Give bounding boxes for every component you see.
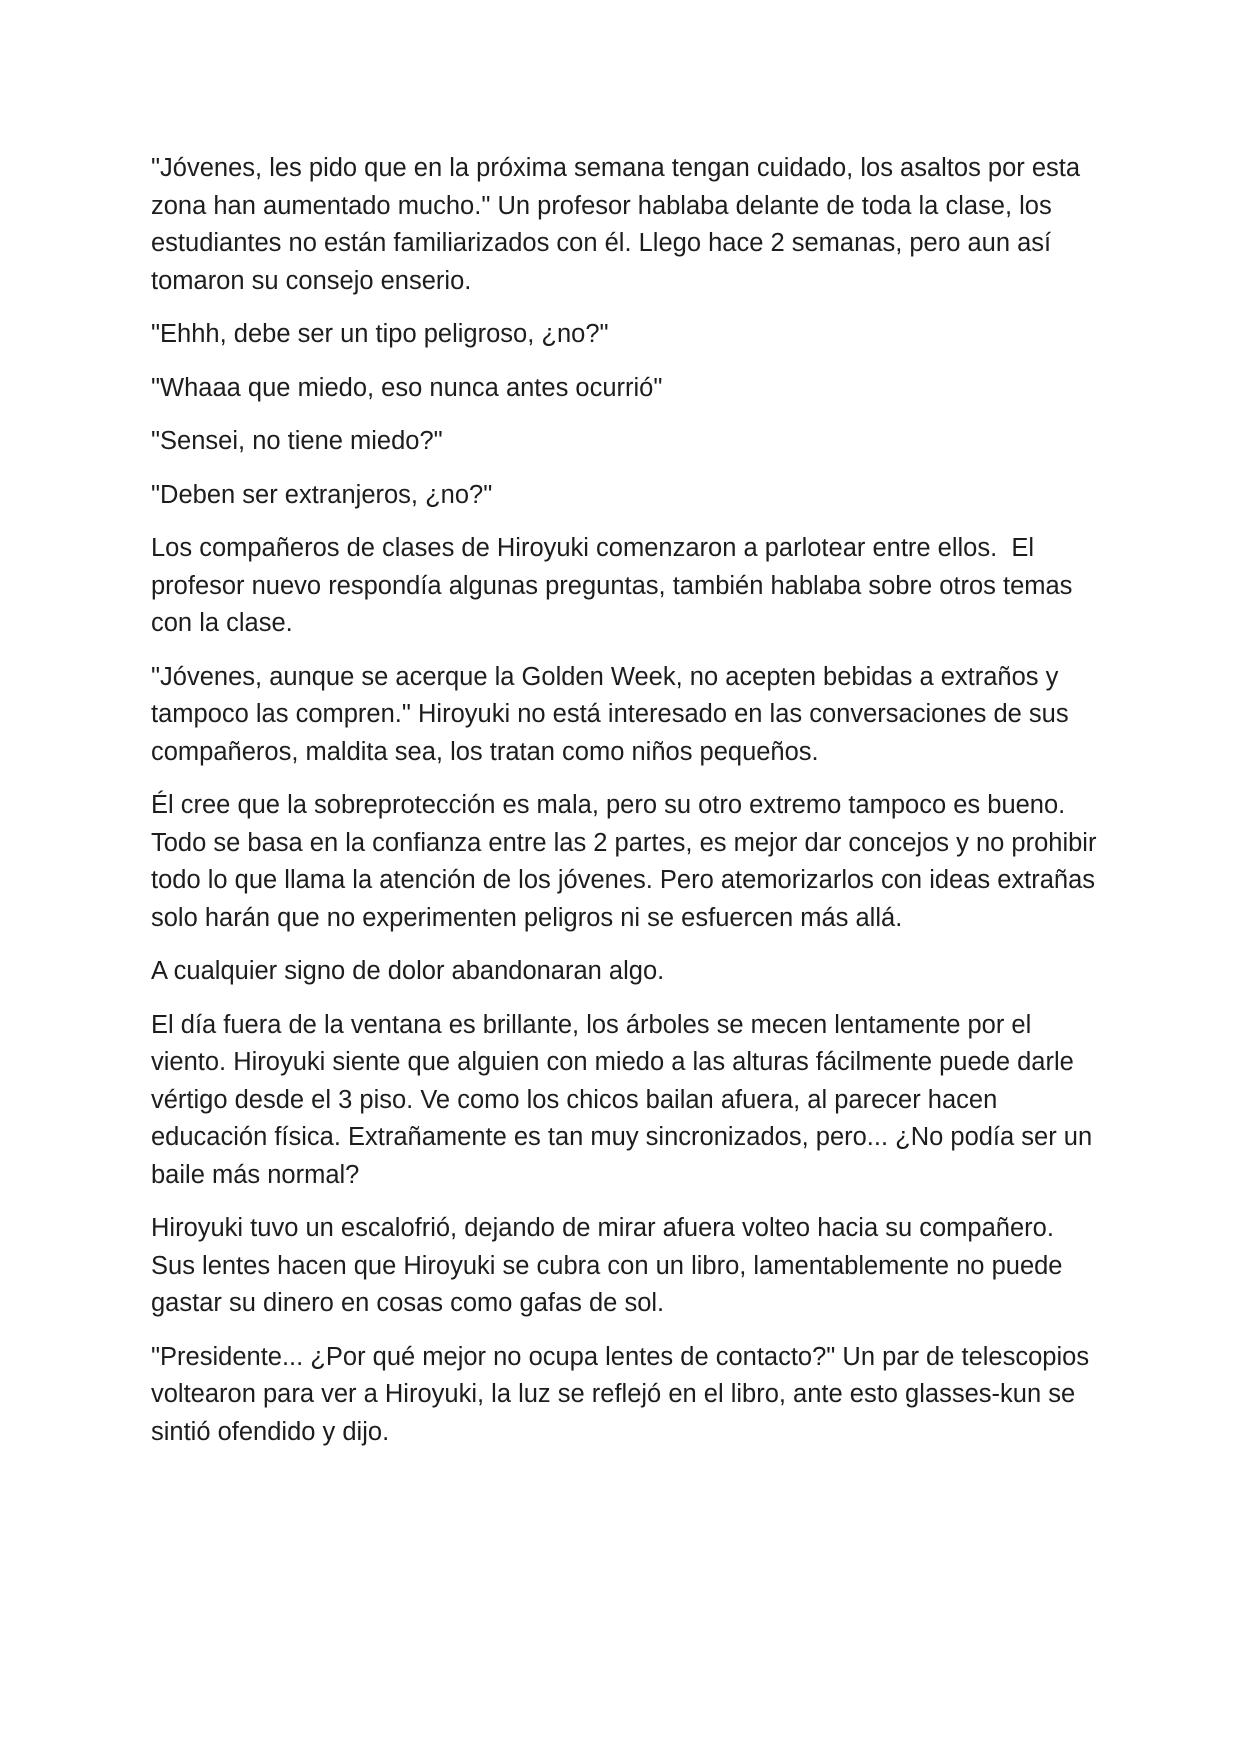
paragraph: "Presidente... ¿Por qué mejor no ocupa lentes de contacto?" Un par de telescopios voltearon para ver a Hiroyuki, la luz se reflejó en el libro, ante esto glasses-kun se sintió ofendido y dijo. [151,1342,1097,1446]
paragraph: "Sensei, no tiene miedo?" [151,427,443,455]
paragraph: Los compañeros de clases de Hiroyuki comenzaron a parlotear entre ellos. El profesor nuevo respondía algunas preguntas, también hablaba sobre otros temas con la clase. [151,534,1080,637]
paragraph: Hiroyuki tuvo un escalofrió, dejando de mirar afuera volteo hacia su compañero. Sus lentes hacen que Hiroyuki se cubra con un libro, lamentablemente no puede gastar su dinero en cosas como gafas de sol. [151,1214,1070,1317]
document-body [151,150,1104,1467]
paragraph: "Ehhh, debe ser un tipo peligroso, ¿no?" [151,320,609,348]
paragraph: "Jóvenes, les pido que en la próxima semana tengan cuidado, los asaltos por esta zona han aumentado mucho." Un profesor hablaba delante de toda la clase, los estudiantes no están familiarizados con él. Llego hace 2 semanas, pero aun así tomaron su consejo enserio. [151,154,1088,295]
paragraph: A cualquier signo de dolor abandonaran algo. [151,957,665,985]
paragraph: "Whaaa que miedo, eso nunca antes ocurrió" [151,373,663,402]
paragraph: Él cree que la sobreprotección es mala, pero su otro extremo tampoco es bueno. Todo se basa en la confianza entre las 2 partes, es mejor dar concejos y no prohibir todo lo que llama la atención de los jóvenes. Pero atemorizarlos con ideas extrañas solo harán que no experimenten peligros ni se esfuercen más allá. [151,791,1104,932]
paragraph: "Jóvenes, aunque se acerque la Golden Week, no acepten bebidas a extraños y tampoco las compren." Hiroyuki no está interesado en las conversaciones de sus compañeros, maldita sea, los tratan como niños pequeños. [151,662,1076,766]
paragraph: El día fuera de la ventana es brillante, los árboles se mecen lentamente por el viento. Hiroyuki siente que alguien con miedo a las alturas fácilmente puede darle vértigo desde el 3 piso. Ve como los chicos bailan afuera, al parecer hacen educación física. Extrañamente es tan muy sincronizados, pero... ¿No podía ser un baile más normal? [151,1010,1100,1189]
paragraph: "Deben ser extranjeros, ¿no?" [151,480,493,509]
